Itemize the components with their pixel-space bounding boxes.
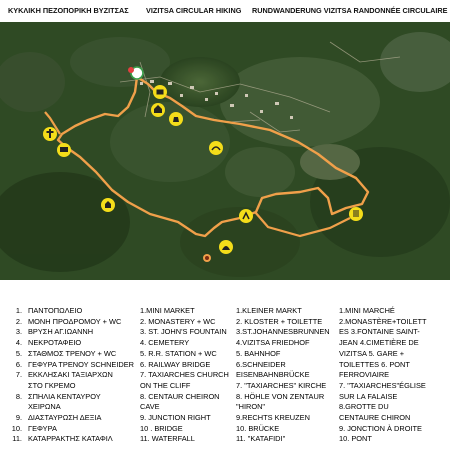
legend-item: 3.ST.JOHANNESBRUNNEN	[236, 327, 330, 337]
fountain-icon[interactable]	[169, 112, 183, 126]
legend-item: 9. JUNCTION RIGHT	[140, 413, 211, 423]
legend-item: 6. RAILWAY BRIDGE	[140, 359, 211, 369]
english-title: VIZITSA CIRCULAR HIKING	[146, 6, 242, 15]
cave-icon[interactable]	[219, 240, 233, 254]
legend-item: 1. ΠΑΝΤΟΠΩΛΕΙΟ	[15, 306, 83, 315]
legend-item: 4.VIZITSA FRIEDHOF	[236, 338, 310, 348]
greek-title: ΚΥΚΛΙΚΗ ΠΕΖΟΠΟΡΙΚΗ ΒΥΖΙΤΣΑΣ	[8, 6, 129, 15]
legend	[0, 306, 450, 450]
station-icon[interactable]	[57, 143, 71, 157]
legend-item: 11. "KATAFIDI"	[236, 434, 286, 444]
legend-item: ΣΤΟ ΓΚΡΕΜΟ	[28, 380, 76, 390]
legend-item: 4. ΝΕΚΡΟΤΑΦΕΙΟ	[15, 338, 82, 348]
legend-item: 1.MINI MARCHÉ	[339, 306, 395, 315]
legend-item: SUR LA FALAISE	[339, 391, 398, 401]
legend-item: 8. CENTAUR CHEIRON	[140, 391, 220, 401]
legend-item: 10. PONT	[339, 434, 372, 444]
legend-item: 5. BAHNHOF	[236, 348, 281, 358]
legend-item: JEAN 4.CIMETIÈRE DE	[339, 338, 419, 348]
legend-item: 10. ΓΕΦΥΡΑ	[11, 423, 57, 433]
legend-item: 9. ΔΙΑΣΤΑΥΡΩΣΗ ΔΕΞΙΑ	[15, 413, 102, 423]
legend-item: FERROVIAIRE	[339, 370, 390, 380]
legend-item: 4. CEMETERY	[140, 338, 190, 348]
legend-item: ON THE CLIFF	[140, 380, 191, 390]
legend-french-column	[339, 306, 449, 445]
legend-item: 6.SCHNEIDER	[236, 359, 286, 369]
end-marker-icon[interactable]	[203, 254, 211, 262]
junction-icon[interactable]	[239, 209, 253, 223]
legend-item: 8. ΣΠΗΛΙΑ ΚΕΝΤΑΥΡΟΥ	[15, 391, 101, 401]
church-icon[interactable]	[101, 198, 115, 212]
legend-greek-column	[0, 306, 135, 445]
cemetery-icon[interactable]	[43, 127, 57, 141]
legend-item: 3. ST. JOHN'S FOUNTAIN	[140, 327, 227, 337]
legend-item: 2. ΜΟΝΗ ΠΡΟΔΡΟΜΟΥ + WC	[15, 316, 122, 326]
legend-item: EISENBAHNBRÜCKE	[236, 370, 310, 380]
legend-item: ES 3.FONTAINE SAINT-	[339, 327, 420, 337]
grocery-icon[interactable]	[153, 85, 167, 99]
monastery-icon[interactable]	[151, 103, 165, 117]
legend-item: 7. ΕΚΚΛΗΣΑΚΙ ΤΑΞΙΑΡΧΩΝ	[15, 370, 113, 380]
german-french-title: RUNDWANDERUNG VIZITSA RANDONNÉE CIRCULAIRE	[252, 6, 448, 15]
legend-item: 11. ΚΑΤΑΡΡΑΚΤΗΣ ΚΑΤΑΦΙΛ	[12, 434, 113, 444]
legend-item: CAVE	[140, 402, 160, 412]
start-flag-icon	[128, 67, 134, 73]
legend-item: ΧΕΙΡΩΝΑ	[28, 402, 61, 412]
legend-item: 7. TAXIARCHES CHURCH	[140, 370, 229, 380]
waterfall-icon[interactable]	[349, 207, 363, 221]
legend-item: "HIRON"	[236, 402, 266, 412]
legend-item: 9. JONCTION À DROITE	[339, 423, 422, 433]
header	[0, 0, 450, 22]
legend-item: 10 . BRIDGE	[140, 423, 183, 433]
legend-item: 7. "TAXIARCHES"ÉGLISE	[339, 380, 426, 390]
legend-german-column	[236, 306, 336, 445]
legend-item: 2. MONASTERY + WC	[140, 316, 216, 326]
legend-item: 1.MINI MARKET	[140, 306, 195, 315]
legend-item: 11. WATERFALL	[140, 434, 195, 444]
legend-item: VIZITSA 5. GARE +	[339, 348, 405, 358]
legend-item: 5. ΣΤΑΘΜΟΣ ΤΡΕΝΟΥ + WC	[15, 348, 117, 358]
legend-item: 2. KLOSTER + TOILETTE	[236, 316, 323, 326]
legend-item: 7. "TAXIARCHES" KIRCHE	[236, 380, 327, 390]
legend-item: 10. BRÜCKE	[236, 423, 280, 433]
legend-english-column	[140, 306, 236, 445]
legend-item: 5. R.R. STATION + WC	[140, 348, 217, 358]
legend-item: 9.RECHTS KREUZEN	[236, 413, 310, 423]
legend-item: TOILETTES 6. PONT	[339, 359, 410, 369]
legend-item: 2.MONASTÈRE+TOILETT	[339, 316, 427, 326]
legend-item: 8.GROTTE DU	[339, 402, 389, 412]
legend-item: CENTAURE CHIRON	[339, 413, 411, 423]
legend-item: 3. ΒΡΥΣΗ ΑΓ.ΙΩΑΝΝΗ	[15, 327, 94, 337]
legend-item: 6. ΓΕΦΥΡΑ ΤΡΕΝΟΥ SCHNEIDER	[15, 359, 135, 369]
satellite-map[interactable]	[0, 22, 450, 280]
legend-item: 1.KLEINER MARKT	[236, 306, 302, 315]
bridge-icon[interactable]	[209, 141, 223, 155]
legend-item: 8. HÖHLE VON ZENTAUR	[236, 391, 325, 401]
